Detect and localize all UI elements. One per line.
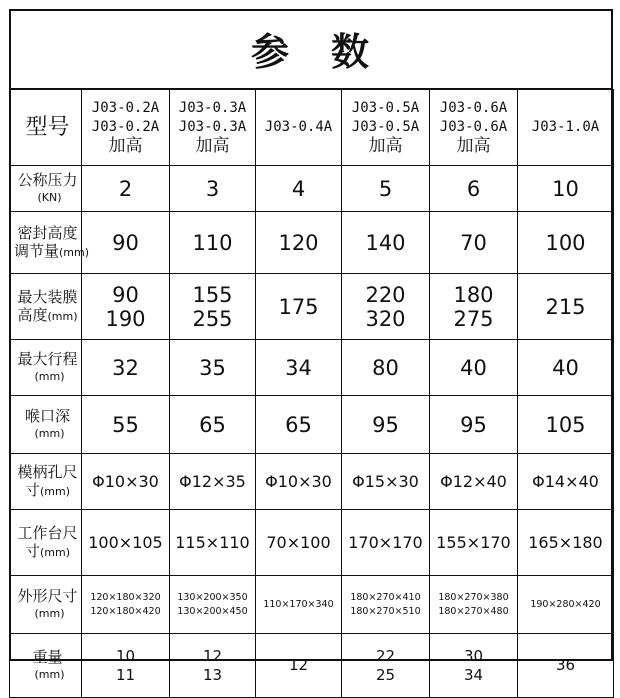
row-label-unit: (mm) [34, 606, 65, 620]
value-cell [82, 274, 170, 340]
value-line: 40 [552, 355, 579, 380]
value-cell [82, 340, 170, 396]
value-line: 25 [375, 665, 396, 684]
row-label-unit: (mm) [34, 667, 65, 681]
row-label-text: 最大行程 [17, 349, 78, 368]
value-line: 190×280×420 [530, 598, 601, 610]
model-line: 加高 [108, 136, 143, 156]
value-line: 70 [460, 230, 487, 255]
value-line: 35 [199, 355, 226, 380]
row-label [10, 274, 82, 340]
value-line: 180 [453, 282, 494, 307]
value-cell [170, 634, 256, 698]
table-row [10, 454, 614, 510]
value-cell [256, 274, 342, 340]
value-line: Φ10×30 [265, 472, 332, 491]
row-label [10, 634, 82, 698]
model-line: 加高 [456, 136, 491, 156]
value-cell [82, 212, 170, 274]
value-cell [342, 454, 430, 510]
value-line: 220 [365, 282, 406, 307]
value-line: 130×200×450 [177, 605, 248, 617]
value-line: 105 [545, 412, 586, 437]
value-line: 12 [202, 646, 223, 665]
row-label-unit: 寸(mm) [24, 541, 71, 560]
value-line: 11 [115, 665, 136, 684]
value-cell [82, 576, 170, 634]
model-line: J03-0.5A [351, 100, 420, 116]
value-cell [430, 454, 518, 510]
row-label [10, 166, 82, 212]
value-line: 215 [545, 294, 586, 319]
value-cell [170, 274, 256, 340]
value-line: 180×270×380 [438, 591, 509, 603]
value-line: 120×180×320 [90, 591, 161, 603]
title-banner [9, 9, 613, 89]
value-line: 155×170 [436, 533, 511, 552]
value-line: 180×270×410 [350, 591, 421, 603]
value-line: 12 [288, 656, 309, 674]
value-cell [430, 340, 518, 396]
table-row [10, 396, 614, 454]
value-line: 5 [378, 176, 393, 201]
value-line: 110×170×340 [263, 598, 334, 610]
value-line: 95 [460, 412, 487, 437]
value-line: 120×180×420 [90, 605, 161, 617]
value-line: 180×270×510 [350, 605, 421, 617]
model-cell [82, 90, 170, 166]
row-label-unit: 高度(mm) [17, 305, 78, 324]
row-label-text: 最大装膜 [17, 287, 78, 306]
value-line: 95 [372, 412, 399, 437]
model-line: J03-0.3A [178, 100, 247, 116]
header-row [10, 90, 614, 166]
value-cell [342, 340, 430, 396]
value-line: Φ12×35 [179, 472, 246, 491]
value-cell [430, 212, 518, 274]
value-line: Φ12×40 [440, 472, 507, 491]
value-line: 130×200×350 [177, 591, 248, 603]
value-cell [342, 396, 430, 454]
row-label-unit: (mm) [34, 426, 65, 440]
value-cell [170, 166, 256, 212]
model-cell [256, 90, 342, 166]
value-line: 170×170 [348, 533, 423, 552]
value-line: 65 [199, 412, 226, 437]
value-line: 175 [278, 294, 319, 319]
value-line: 34 [463, 665, 484, 684]
row-label-unit: 调节量(mm) [14, 241, 90, 260]
row-label [10, 510, 82, 576]
value-cell [256, 454, 342, 510]
value-line: 6 [466, 176, 481, 201]
row-label [10, 340, 82, 396]
value-line: 110 [192, 230, 233, 255]
value-line: Φ14×40 [532, 472, 599, 491]
table-row [10, 274, 614, 340]
row-label-text: 密封高度 [17, 223, 78, 242]
spec-table [9, 89, 614, 698]
model-line: J03-0.4A [264, 119, 333, 135]
value-cell [256, 510, 342, 576]
model-cell [430, 90, 518, 166]
row-label [10, 396, 82, 454]
value-cell [342, 212, 430, 274]
model-label: 型号 [10, 90, 82, 166]
model-line: J03-0.2A [91, 100, 160, 116]
value-cell [82, 510, 170, 576]
value-line: Φ15×30 [352, 472, 419, 491]
value-cell [170, 576, 256, 634]
row-label-text: 公称压力 [17, 170, 78, 189]
value-cell [518, 340, 614, 396]
model-cell [518, 90, 614, 166]
value-cell [430, 274, 518, 340]
model-line: J03-0.6A [439, 100, 508, 116]
value-cell [518, 274, 614, 340]
value-line: 275 [453, 306, 494, 331]
row-label-unit: (mm) [34, 369, 65, 383]
value-cell [256, 634, 342, 698]
value-line: 55 [112, 412, 139, 437]
value-cell [170, 212, 256, 274]
value-line: 255 [192, 306, 233, 331]
model-cell [342, 90, 430, 166]
value-cell [256, 340, 342, 396]
model-line: J03-1.0A [531, 119, 600, 135]
table-row [10, 212, 614, 274]
row-label-text: 喉口深 [24, 406, 70, 425]
row-label [10, 212, 90, 274]
value-cell [170, 454, 256, 510]
value-cell [82, 396, 170, 454]
table-row [10, 340, 614, 396]
value-cell [256, 576, 342, 634]
model-line: 加高 [368, 136, 403, 156]
model-line: 加高 [195, 136, 230, 156]
value-line: 65 [285, 412, 312, 437]
row-label-text: 重量 [32, 647, 63, 666]
value-line: 155 [192, 282, 233, 307]
row-label-text: 外形尺寸 [17, 586, 78, 605]
value-cell [170, 396, 256, 454]
value-line: 90 [112, 230, 139, 255]
value-cell [342, 274, 430, 340]
value-cell [256, 212, 342, 274]
value-line: 100 [545, 230, 586, 255]
table-row [10, 634, 614, 698]
value-line: 180×270×480 [438, 605, 509, 617]
value-cell [518, 576, 614, 634]
value-line: 115×110 [175, 533, 250, 552]
value-cell [82, 634, 170, 698]
value-cell [518, 454, 614, 510]
value-cell [170, 340, 256, 396]
value-cell [82, 454, 170, 510]
value-line: 190 [105, 306, 146, 331]
value-cell [342, 576, 430, 634]
row-label [10, 576, 82, 634]
page-title: 参 数 [250, 30, 371, 74]
value-line: Φ10×30 [92, 472, 159, 491]
value-cell [430, 634, 518, 698]
value-cell [430, 166, 518, 212]
value-line: 30 [463, 646, 484, 665]
row-label [10, 454, 82, 510]
value-cell [342, 634, 430, 698]
value-line: 80 [372, 355, 399, 380]
value-cell [518, 166, 614, 212]
value-cell [430, 396, 518, 454]
value-line: 4 [291, 176, 306, 201]
row-label-text: 模柄孔尺 [17, 462, 78, 481]
value-cell [342, 166, 430, 212]
value-line: 10 [552, 176, 579, 201]
value-line: 120 [278, 230, 319, 255]
table-row [10, 510, 614, 576]
model-line: J03-0.3A [178, 119, 247, 135]
value-cell [518, 212, 614, 274]
value-line: 34 [285, 355, 312, 380]
value-line: 22 [375, 646, 396, 665]
value-cell [518, 634, 614, 698]
value-line: 320 [365, 306, 406, 331]
row-label-text: 工作台尺 [17, 523, 78, 542]
model-line: J03-0.2A [91, 119, 160, 135]
value-line: 10 [115, 646, 136, 665]
value-line: 165×180 [528, 533, 603, 552]
value-cell [518, 510, 614, 576]
model-line: J03-0.6A [439, 119, 508, 135]
model-cell [170, 90, 256, 166]
value-cell [256, 166, 342, 212]
value-line: 70×100 [266, 533, 331, 552]
value-line: 3 [205, 176, 220, 201]
table-row [10, 166, 614, 212]
value-line: 100×105 [88, 533, 163, 552]
value-line: 140 [365, 230, 406, 255]
value-line: 32 [112, 355, 139, 380]
value-line: 2 [118, 176, 133, 201]
model-line: J03-0.5A [351, 119, 420, 135]
table-row [10, 576, 614, 634]
value-cell [430, 576, 518, 634]
value-cell [170, 510, 256, 576]
value-line: 90 [112, 282, 139, 307]
value-line: 13 [202, 665, 223, 684]
value-cell [82, 166, 170, 212]
row-label-unit: (KN) [37, 190, 62, 204]
row-label-unit: 寸(mm) [24, 480, 71, 499]
value-line: 40 [460, 355, 487, 380]
value-line: 36 [555, 656, 576, 674]
value-cell [342, 510, 430, 576]
value-cell [518, 396, 614, 454]
value-cell [430, 510, 518, 576]
value-cell [256, 396, 342, 454]
